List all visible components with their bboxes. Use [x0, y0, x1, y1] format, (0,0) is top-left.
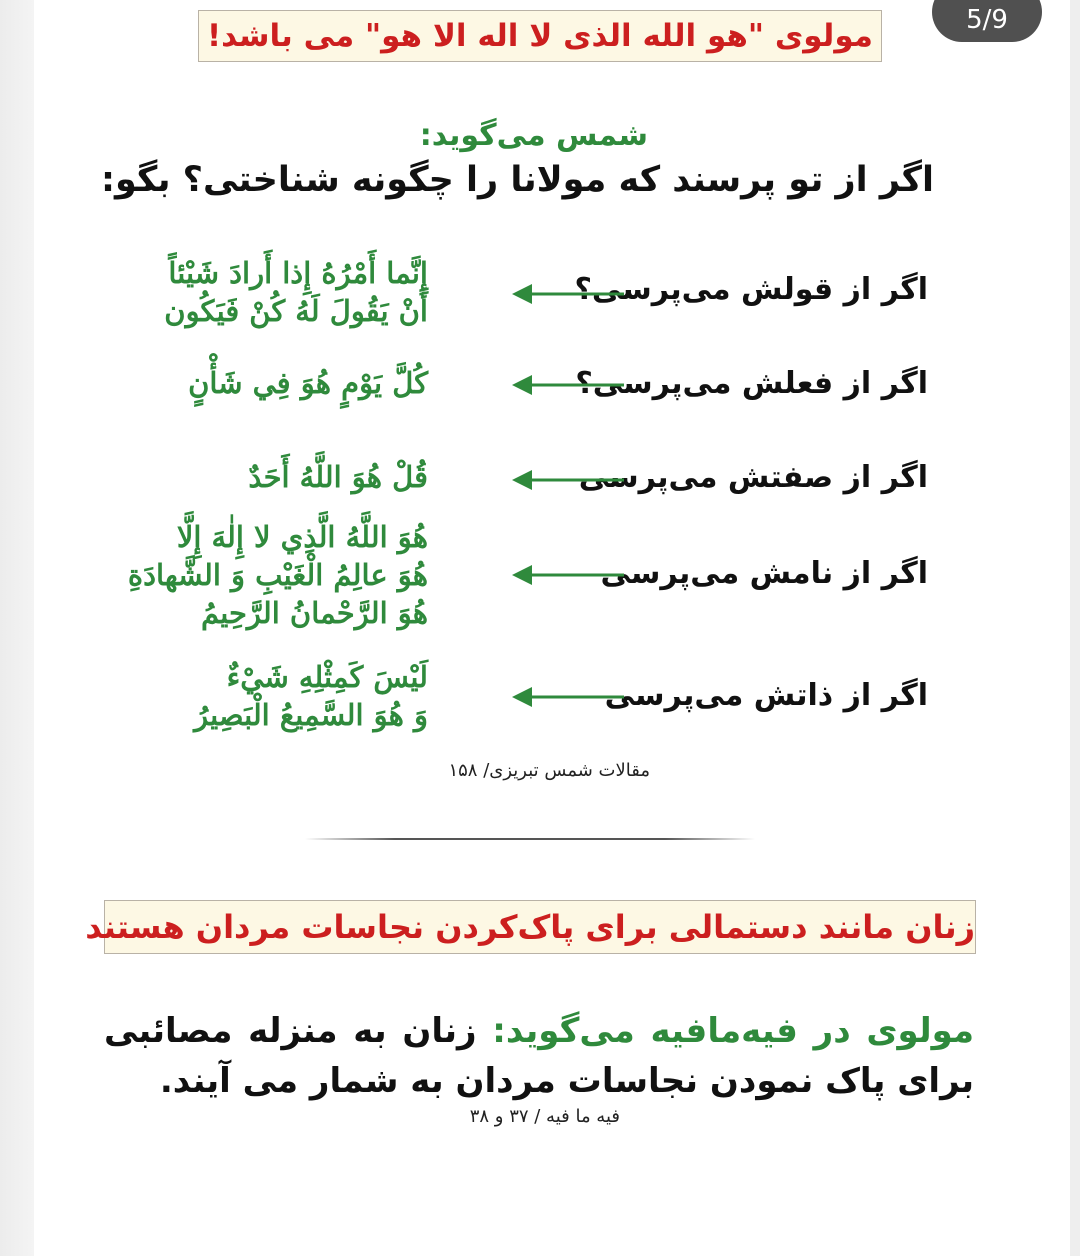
divider	[305, 838, 755, 840]
left-arrow-icon	[512, 686, 624, 708]
shams-label: شمس می‌گوید:	[419, 118, 648, 153]
row-question: اگر از قولش می‌پرسی؟	[574, 272, 928, 307]
row-question: اگر از فعلش می‌پرسی؟	[575, 366, 928, 401]
page-counter-badge: 5/9	[932, 0, 1042, 42]
verse-line: هُوَ اللَّهُ الَّذِي لا إِلٰهَ إِلَّا	[176, 520, 428, 554]
verse-line: هُوَ الرَّحْمانُ الرَّحِيمُ	[200, 596, 428, 630]
quote-paragraph	[104, 1006, 974, 1106]
row-question: اگر از نامش می‌پرسی	[600, 556, 928, 591]
verse-line: كُلَّ يَوْمٍ هُوَ فِي شَأْنٍ	[188, 366, 428, 400]
left-edge	[0, 0, 34, 1256]
quote-text: زنان به منزله مصائبی برای پاک نمودن نجاسات مردان به شمار می آیند.	[104, 1011, 974, 1101]
row-question: اگر از ذاتش می‌پرسی	[604, 678, 928, 713]
arabic-verse	[248, 458, 428, 496]
verse-line: لَيْسَ كَمِثْلِهِ شَيْءٌ	[226, 660, 428, 694]
source-citation: مقالات شمس تبریزی/ ۱۵۸	[448, 760, 650, 781]
verse-line: إِنَّما أَمْرُهُ إِذا أَرادَ شَيْئاً	[168, 256, 428, 290]
right-edge	[1070, 0, 1080, 1256]
arabic-verse	[194, 658, 428, 734]
quote-speaker: مولوی در فیه‌مافیه می‌گوید:	[492, 1011, 974, 1051]
left-arrow-icon	[512, 374, 624, 396]
mid-banner: زنان مانند دستمالی برای پاک‌کردن نجاسات مردان هستند	[104, 900, 976, 954]
top-banner: مولوی "هو الله الذی لا اله الا هو" می باشد!	[198, 10, 882, 62]
left-arrow-icon	[512, 564, 624, 586]
arabic-verse	[128, 518, 428, 632]
arabic-verse	[164, 254, 428, 330]
verse-line: قُلْ هُوَ اللَّهُ أَحَدٌ	[248, 460, 428, 494]
verse-line: وَ هُوَ السَّمِيعُ الْبَصِيرُ	[194, 698, 428, 732]
left-arrow-icon	[512, 469, 624, 491]
arabic-verse	[188, 364, 428, 402]
verse-line: أَنْ يَقُولَ لَهُ كُنْ فَيَكُون	[164, 294, 428, 328]
left-arrow-icon	[512, 283, 624, 305]
source-citation: فیه ما فیه / ۳۷ و ۳۸	[469, 1106, 620, 1127]
row-question: اگر از صفتش می‌پرسی	[578, 460, 928, 495]
verse-line: هُوَ عالِمُ الْغَيْبِ وَ الشَّهادَةِ	[127, 558, 428, 592]
main-question: اگر از تو پرسند که مولانا را چگونه شناختی؟ بگو:	[101, 160, 934, 200]
